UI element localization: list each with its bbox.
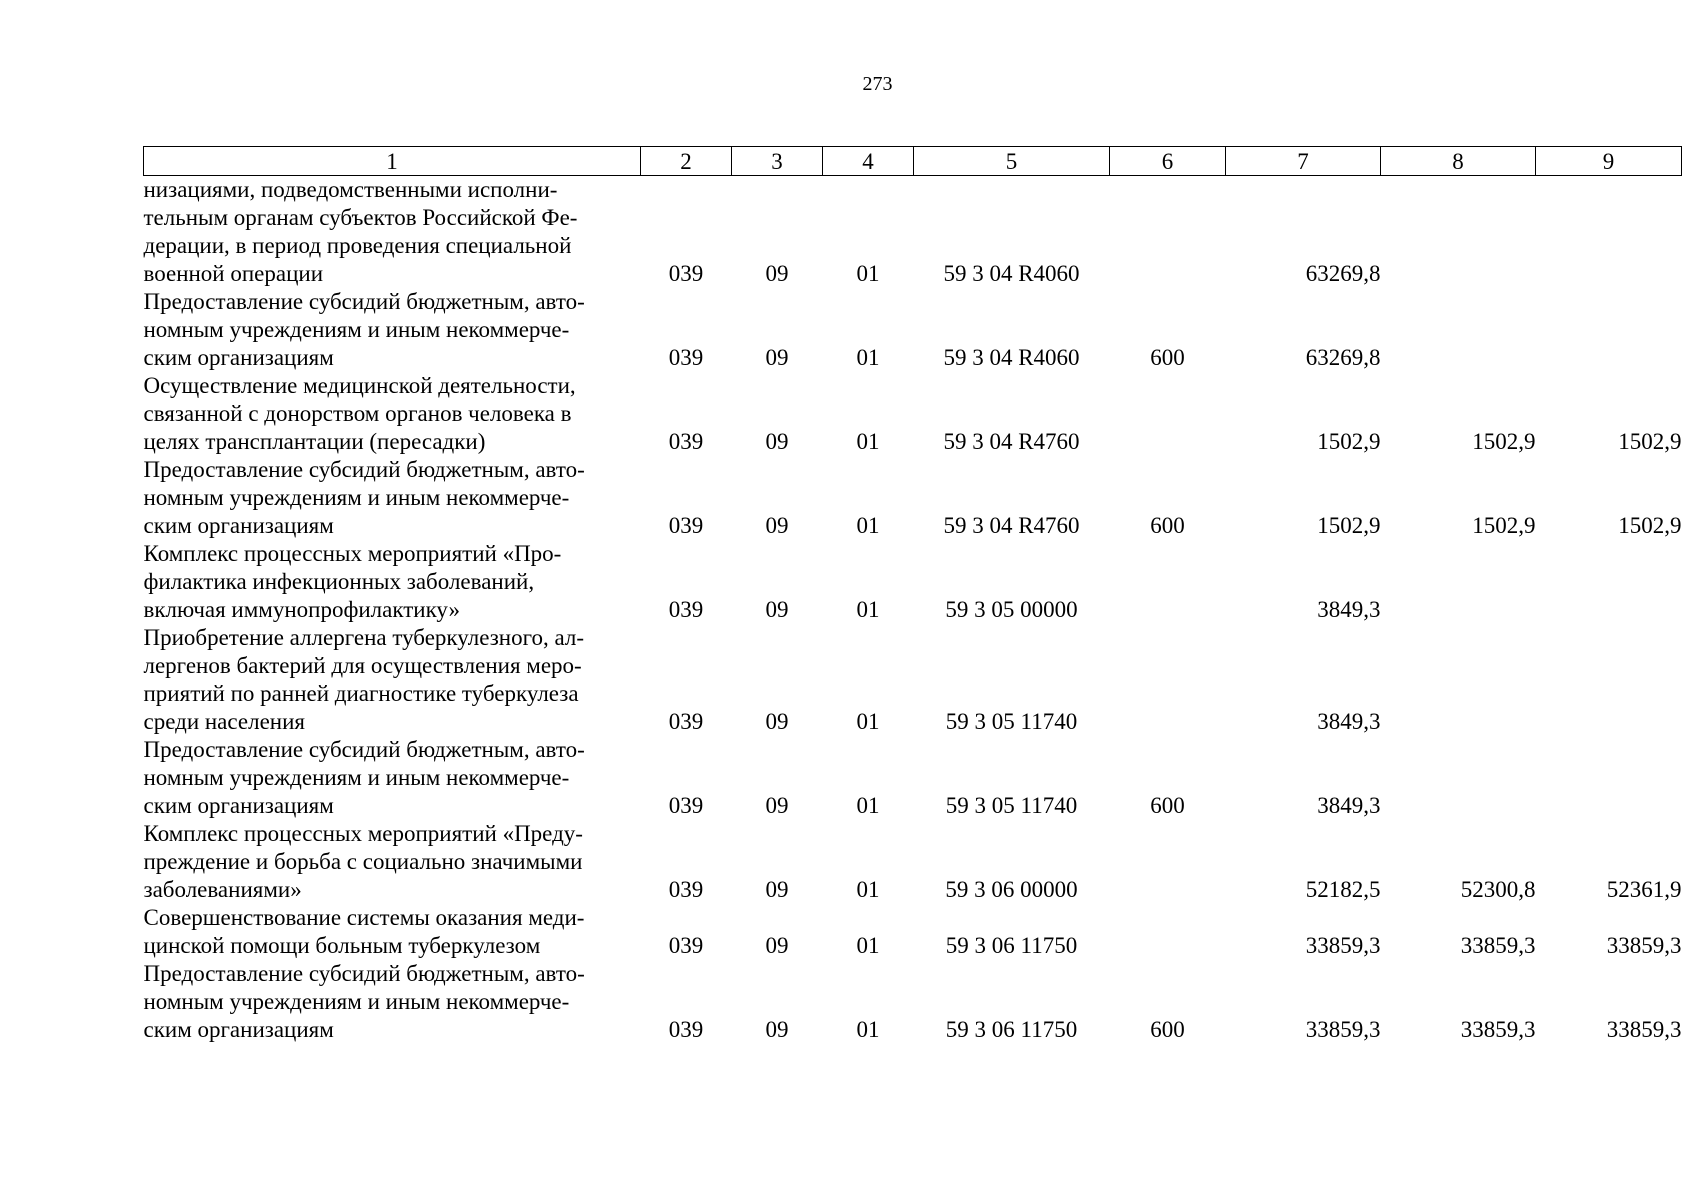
subsection-code-cell: 01 [856,345,880,370]
description-line: Предоставление субсидий бюджетным, авто- [143,737,585,762]
expense-type-cell [1110,904,1226,960]
amount-cell: 1502,9 [1618,513,1682,538]
description-line: дерации, в период проведения специальной [143,233,572,258]
column-header: 4 [823,147,914,176]
column-header: 9 [1536,147,1682,176]
description-line: Приобретение аллергена туберкулезного, ал- [143,625,585,650]
table-row [144,736,1682,820]
table-row [144,288,1682,372]
target-article-cell: 59 3 06 11750 [945,933,1078,958]
row-description [144,960,641,1044]
amount-cell [1536,176,1682,289]
column-header: 6 [1110,147,1226,176]
amount-cell: 52182,5 [1305,877,1381,902]
description-line: связанной с донорством органов человека в [143,401,572,426]
amount-cell: 1502,9 [1317,513,1381,538]
target-article-cell: 59 3 05 11740 [945,793,1078,818]
expense-type-cell: 600 [1150,345,1185,370]
subsection-code-cell: 01 [856,513,880,538]
amount-cell: 1502,9 [1472,429,1536,454]
column-header: 1 [144,147,641,176]
page-number: 273 [862,73,893,95]
description-line: ским организациям [143,513,334,538]
section-code-cell: 09 [765,793,789,818]
amount-cell: 52361,9 [1606,877,1682,902]
ministry-code-cell: 039 [668,1017,704,1042]
target-article-cell: 59 3 04 R4060 [943,345,1080,370]
description-line: тельным органам субъектов Российской Фе- [143,205,578,230]
amount-cell [1381,624,1536,736]
amount-cell: 33859,3 [1460,1017,1536,1042]
section-code-cell: 09 [765,513,789,538]
expense-type-cell [1110,372,1226,456]
amount-cell: 63269,8 [1305,345,1381,370]
amount-cell: 3849,3 [1317,597,1381,622]
expense-type-cell: 600 [1150,513,1185,538]
expense-type-cell [1110,820,1226,904]
table-row [144,456,1682,540]
column-header: 8 [1381,147,1536,176]
table-row [144,176,1682,289]
expense-type-cell [1110,624,1226,736]
row-description [144,456,641,540]
subsection-code-cell: 01 [856,877,880,902]
row-description [144,372,641,456]
expense-type-cell [1110,176,1226,289]
description-line: номным учреждениям и иным некоммерче- [143,317,570,342]
ministry-code-cell: 039 [668,345,704,370]
subsection-code-cell: 01 [856,793,880,818]
description-line: лергенов бактерий для осуществления меро- [143,653,582,678]
section-code-cell: 09 [765,597,789,622]
amount-cell [1381,176,1536,289]
row-description [144,736,641,820]
table-header-row [144,147,1682,176]
subsection-code-cell: 01 [856,709,880,734]
description-line: ским организациям [143,1017,334,1042]
expense-type-cell [1110,540,1226,624]
description-line: Комплекс процессных мероприятий «Преду- [143,821,583,846]
section-code-cell: 09 [765,877,789,902]
description-line: цинской помощи больным туберкулезом [143,933,541,958]
ministry-code-cell: 039 [668,429,704,454]
section-code-cell: 09 [765,261,789,286]
column-header: 5 [914,147,1110,176]
description-line: целях трансплантации (пересадки) [143,429,486,454]
row-description [144,904,641,960]
amount-cell: 3849,3 [1317,793,1381,818]
description-line: среди населения [143,709,305,734]
amount-cell [1536,736,1682,820]
amount-cell [1381,288,1536,372]
subsection-code-cell: 01 [856,933,880,958]
amount-cell [1536,288,1682,372]
description-line: Совершенствование системы оказания меди- [143,905,585,930]
target-article-cell: 59 3 04 R4760 [943,513,1080,538]
amount-cell: 33859,3 [1606,933,1682,958]
description-line: Комплекс процессных мероприятий «Про- [143,541,562,566]
description-line: включая иммунопрофилактику» [143,597,461,622]
subsection-code-cell: 01 [856,1017,880,1042]
table-row [144,960,1682,1044]
table-row [144,820,1682,904]
description-line: номным учреждениям и иным некоммерче- [143,989,570,1014]
table-row [144,904,1682,960]
amount-cell: 33859,3 [1606,1017,1682,1042]
description-line: преждение и борьба с социально значимыми [143,849,583,874]
section-code-cell: 09 [765,709,789,734]
target-article-cell: 59 3 06 11750 [945,1017,1078,1042]
description-line: военной операции [143,261,324,286]
section-code-cell: 09 [765,429,789,454]
budget-table [143,146,1682,1044]
column-header: 7 [1226,147,1381,176]
amount-cell: 63269,8 [1305,261,1381,286]
amount-cell: 1502,9 [1472,513,1536,538]
ministry-code-cell: 039 [668,933,704,958]
amount-cell: 1502,9 [1618,429,1682,454]
amount-cell [1381,540,1536,624]
table-row [144,540,1682,624]
table-body [144,176,1682,1045]
target-article-cell: 59 3 05 11740 [945,709,1078,734]
description-line: номным учреждениям и иным некоммерче- [143,485,570,510]
table-row [144,624,1682,736]
amount-cell: 33859,3 [1460,933,1536,958]
row-description [144,820,641,904]
amount-cell: 33859,3 [1305,1017,1381,1042]
description-line: ским организациям [143,793,334,818]
row-description [144,288,641,372]
row-description [144,540,641,624]
amount-cell: 33859,3 [1305,933,1381,958]
table-row [144,372,1682,456]
description-line: Осуществление медицинской деятельности, [143,373,576,398]
target-article-cell: 59 3 05 00000 [945,597,1078,622]
subsection-code-cell: 01 [856,429,880,454]
description-line: ским организациям [143,345,334,370]
subsection-code-cell: 01 [856,261,880,286]
ministry-code-cell: 039 [668,513,704,538]
section-code-cell: 09 [765,345,789,370]
target-article-cell: 59 3 04 R4060 [943,261,1080,286]
amount-cell: 1502,9 [1317,429,1381,454]
ministry-code-cell: 039 [668,261,704,286]
target-article-cell: 59 3 06 00000 [945,877,1078,902]
ministry-code-cell: 039 [668,793,704,818]
amount-cell: 52300,8 [1460,877,1536,902]
column-header: 3 [732,147,823,176]
expense-type-cell: 600 [1150,1017,1185,1042]
target-article-cell: 59 3 04 R4760 [943,429,1080,454]
ministry-code-cell: 039 [668,877,704,902]
ministry-code-cell: 039 [668,597,704,622]
expense-type-cell: 600 [1150,793,1185,818]
section-code-cell: 09 [765,1017,789,1042]
description-line: приятий по ранней диагностике туберкулеза [143,681,579,706]
column-header: 2 [641,147,732,176]
description-line: номным учреждениям и иным некоммерче- [143,765,570,790]
ministry-code-cell: 039 [668,709,704,734]
section-code-cell: 09 [765,933,789,958]
description-line: низациями, подведомственными исполни- [143,177,558,202]
description-line: филактика инфекционных заболеваний, [143,569,535,594]
amount-cell [1536,624,1682,736]
description-line: Предоставление субсидий бюджетным, авто- [143,289,585,314]
amount-cell [1381,736,1536,820]
description-line: Предоставление субсидий бюджетным, авто- [143,457,585,482]
row-description [144,176,641,289]
subsection-code-cell: 01 [856,597,880,622]
amount-cell: 3849,3 [1317,709,1381,734]
amount-cell [1536,540,1682,624]
description-line: заболеваниями» [143,877,302,902]
row-description [144,624,641,736]
description-line: Предоставление субсидий бюджетным, авто- [143,961,585,986]
